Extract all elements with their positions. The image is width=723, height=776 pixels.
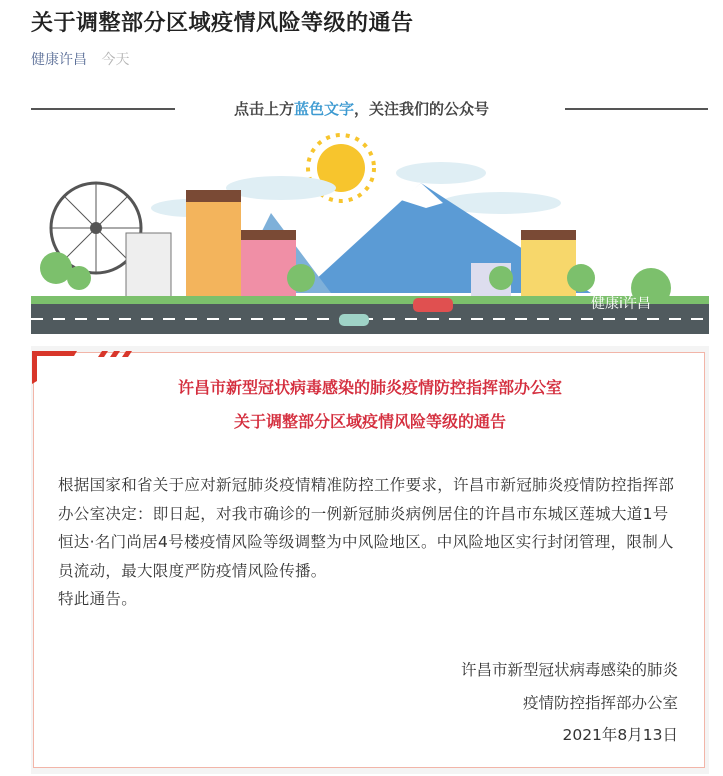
notice-closing: 特此通告。 (58, 590, 138, 608)
watermark: 健康i许昌 (591, 296, 651, 312)
banner-prefix: 点击上方 (233, 100, 294, 118)
follow-banner (0, 98, 723, 119)
article-meta (31, 49, 129, 69)
signature-date: 2021年8月13日 (562, 726, 678, 744)
notice-card (33, 352, 705, 768)
author-link[interactable]: 健康许昌 (31, 52, 87, 68)
car-icon (339, 314, 369, 326)
publish-date: 今天 (101, 52, 130, 68)
notice-body (58, 471, 683, 614)
car-icon (413, 298, 453, 312)
article-title: 关于调整部分区域疫情风险等级的通告 (31, 11, 414, 36)
signature-line-2: 疫情防控指挥部办公室 (522, 694, 678, 712)
signature-line-1: 许昌市新型冠状病毒感染的肺炎 (460, 661, 678, 679)
notice-paragraph: 根据国家和省关于应对新冠肺炎疫情精准防控工作要求，许昌市新冠肺炎疫情防控指挥部办公室决定：即日起，对我市确诊的一例新冠肺炎病例居住的许昌市东城区莲城大道1号恒达·名门尚居4号楼疫情风险等级调整为中风险地区。中风险地区实行封闭管理，限制人员流动，最大限度严防疫情风险传播。 (58, 476, 675, 580)
notice-heading-2: 关于调整部分区域疫情风险等级的通告 (233, 412, 506, 431)
city-illustration (31, 128, 709, 334)
notice-heading-1: 许昌市新型冠状病毒感染的肺炎疫情防控指挥部办公室 (177, 378, 562, 397)
banner-suffix: ，关注我们的公众号 (354, 100, 490, 118)
banner-highlight[interactable]: 蓝色文字 (293, 100, 354, 118)
